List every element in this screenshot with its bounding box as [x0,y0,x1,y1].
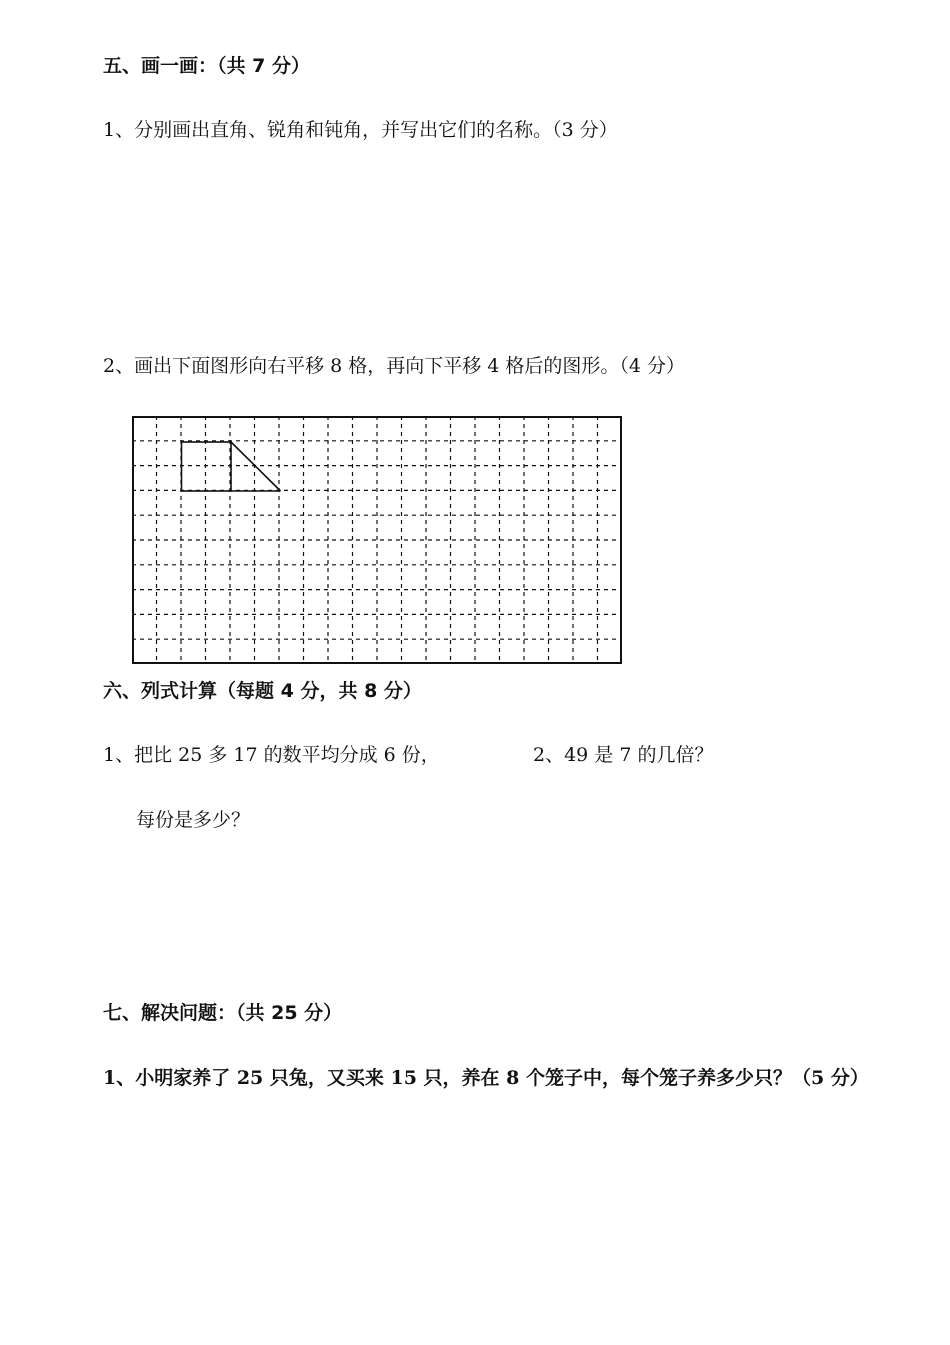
question-5-1: 1、分别画出直角、锐角和钝角，并写出它们的名称。（3 分） [103,119,618,141]
question-6-1-line-2: 每份是多少？ [136,809,251,831]
translation-grid [132,416,622,668]
section-6-title: 六、列式计算（每题 4 分，共 8 分） [103,680,422,702]
question-7-1: 1、小明家养了 25 只兔，又买来 15 只，养在 8 个笼子中，每个笼子养多少只？（5 分） [103,1067,869,1089]
grid-dashed-lines [132,416,622,664]
grid-drawing [132,416,622,664]
question-5-2: 2、画出下面图形向右平移 8 格，再向下平移 4 格后的图形。（4 分） [103,355,686,377]
section-5-title: 五、画一画：（共 7 分） [103,55,310,77]
question-6-1-line-1: 1、把比 25 多 17 的数平均分成 6 份， [103,744,440,766]
shape-triangle-hypotenuse [231,442,281,491]
question-6-2: 2、49 是 7 的几倍？ [533,744,714,766]
shape-square [182,442,232,491]
source-shape [182,442,281,491]
section-7-title: 七、解决问题：（共 25 分） [103,1002,343,1024]
